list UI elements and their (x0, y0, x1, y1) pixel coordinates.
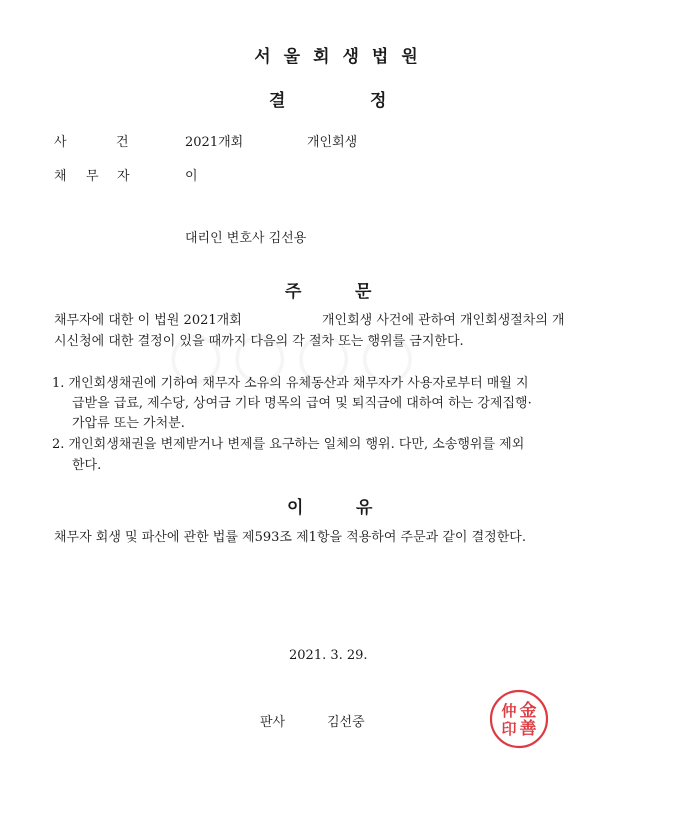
order-intro-line: 채무자에 대한 이 법원 2021개회 (54, 313, 242, 328)
svg-text:仲: 仲 (501, 702, 517, 720)
judge-title: 판사 (260, 715, 286, 730)
order-item-line: 1. 개인회생채권에 기하여 채무자 소유의 유체동산과 채무자가 사용자로부터 매월 지 (52, 376, 529, 391)
debtor-label-char: 자 (117, 169, 130, 184)
order-intro-line: 개인회생 사건에 관하여 개인회생절차의 개 (322, 313, 565, 328)
svg-text:善: 善 (519, 719, 537, 739)
debtor-label-char: 채 (54, 169, 67, 184)
reason-heading-right: 유 (356, 498, 373, 518)
case-type: 개인회생 (307, 135, 358, 150)
decision-date: 2021. 3. 29. (289, 648, 368, 663)
order-intro-line: 시신청에 대한 결정이 있을 때까지 다음의 각 절차 또는 행위를 금지한다. (54, 334, 464, 349)
case-label-char: 사 (54, 135, 67, 150)
order-heading-left: 주 (285, 282, 302, 302)
reason-text: 채무자 회생 및 파산에 관한 법률 제593조 제1항을 적용하여 주문과 같이 결정한다. (54, 530, 526, 545)
svg-text:金: 金 (519, 701, 537, 721)
order-item-line: 급받을 급료, 제수당, 상여금 기타 명목의 급여 및 퇴직금에 대하여 하는 강제집행· (72, 396, 532, 411)
debtor-label-char: 무 (86, 169, 99, 184)
doc-title-left: 결 (269, 91, 286, 111)
reason-heading-left: 이 (287, 498, 304, 518)
order-item-line: 한다. (72, 458, 102, 473)
judge-name: 김선중 (327, 715, 365, 730)
court-name: 서울회생법원 (254, 47, 431, 67)
attorney: 대리인 변호사 김선용 (185, 231, 307, 246)
doc-title-right: 정 (370, 91, 387, 111)
order-heading-right: 문 (355, 282, 372, 302)
debtor-name: 이 (185, 169, 198, 184)
case-label-char: 건 (116, 135, 129, 150)
svg-text:印: 印 (501, 720, 517, 738)
order-item-line: 가압류 또는 가처분. (72, 416, 185, 431)
order-item-line: 2. 개인회생채권을 변제받거나 변제를 요구하는 일체의 행위. 다만, 소송행위를 제외 (52, 437, 525, 452)
judge-seal-icon (488, 688, 550, 750)
case-number: 2021개회 (185, 135, 244, 150)
